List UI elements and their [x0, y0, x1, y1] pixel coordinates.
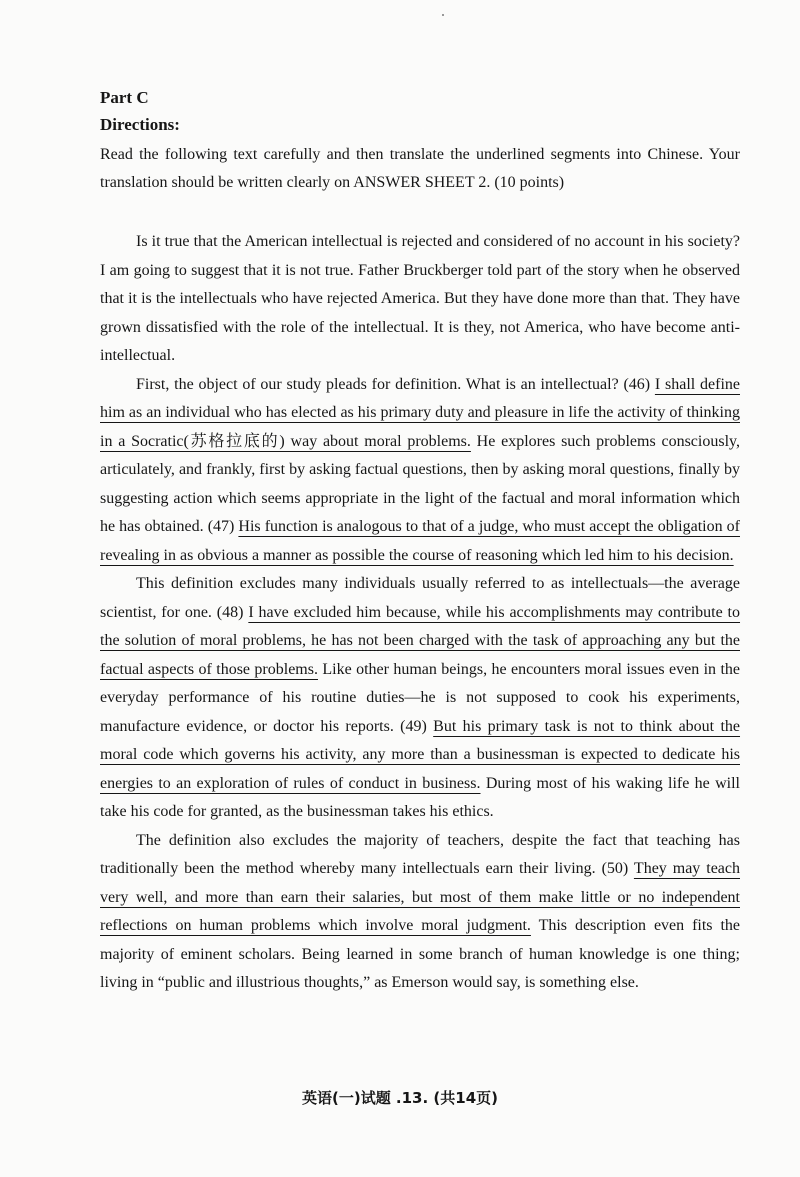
- page-footer: 英语(一)试题 .13. (共14页): [301, 1089, 498, 1107]
- text-segment: First, the object of our study pleads for definition. What is an intellectual? (46): [136, 375, 655, 393]
- text-segment: This definition excludes many individuals usually referred to as intellectuals—the average scientist, for one. (48): [100, 575, 740, 621]
- paragraph-1: [100, 228, 740, 371]
- underlined-segment-47: His function is analogous to that of a judge, who must accept the obligation of revealing in as obvious a manner as possible the course of reasoning which led him to his decision.: [100, 518, 740, 564]
- text-segment: Is it true that the American intellectual is rejected and considered of no account in his society? I am going to suggest that it is not true. Father Bruckberger told part of the story when he observed that it is the intellectuals who have rejected America. But they have done more than that. They have grown dissatisfied with the role of the intellectual. It is they, not America, who have become anti-intellectual.: [100, 233, 740, 364]
- paragraph-3: [100, 570, 740, 827]
- text-segment: During most of his waking life he will take his code for granted, as the businessman takes his ethics.: [100, 774, 741, 820]
- scan-mark: [442, 14, 444, 16]
- underlined-segment-48: I have excluded him because, while his accomplishments may contribute to the solution of moral problems, he has not been charged with the task of approaching any but the factual aspects of those problems.: [100, 603, 741, 678]
- text-segment: Like other human beings, he encounters moral issues even in the everyday performance of his routine duties—he is not supposed to cook his experiments, manufacture evidence, or doctor his reports. (49): [100, 660, 740, 735]
- paragraph-4: [100, 827, 740, 998]
- underlined-segment-50: They may teach very well, and more than earn their salaries, but most of them make little or no independent reflections on human problems which involve moral judgment.: [100, 860, 740, 934]
- text-segment: He explores such problems consciously, articulately, and frankly, first by asking factual questions, then by asking moral questions, finally by suggesting action which seems appropriate in the light of the factual and moral information which he has obtained. (47): [100, 432, 740, 535]
- spacer: [100, 197, 740, 228]
- underlined-segment-49: But his primary task is not to think about the moral code which governs his activity, any more than a businessman is expected to dedicate his energies to an exploration of rules of conduct in business.: [100, 717, 741, 792]
- directions-label: Directions:: [100, 115, 180, 134]
- text-segment: This description even fits the majority of eminent scholars. Being learned in some branch of human knowledge is one thing; living in “public and illustrious thoughts,” as Emerson would say, is something else.: [100, 917, 740, 991]
- underlined-segment-46: I shall define him as an individual who has elected as his primary duty and pleasure in life the activity of thinking in a Socratic(苏格拉底的) way about moral problems.: [100, 375, 740, 450]
- directions-text: Read the following text carefully and then translate the underlined segments into Chinese. Your translation should be written clearly on ANSWER SHEET 2. (10 points): [100, 146, 740, 191]
- page-content: [100, 86, 740, 998]
- text-segment: The definition also excludes the majority of teachers, despite the fact that teaching has traditionally been the method whereby many intellectuals earn their living. (50): [100, 831, 740, 877]
- paragraph-2: [100, 371, 740, 571]
- part-title: Part C: [100, 88, 149, 107]
